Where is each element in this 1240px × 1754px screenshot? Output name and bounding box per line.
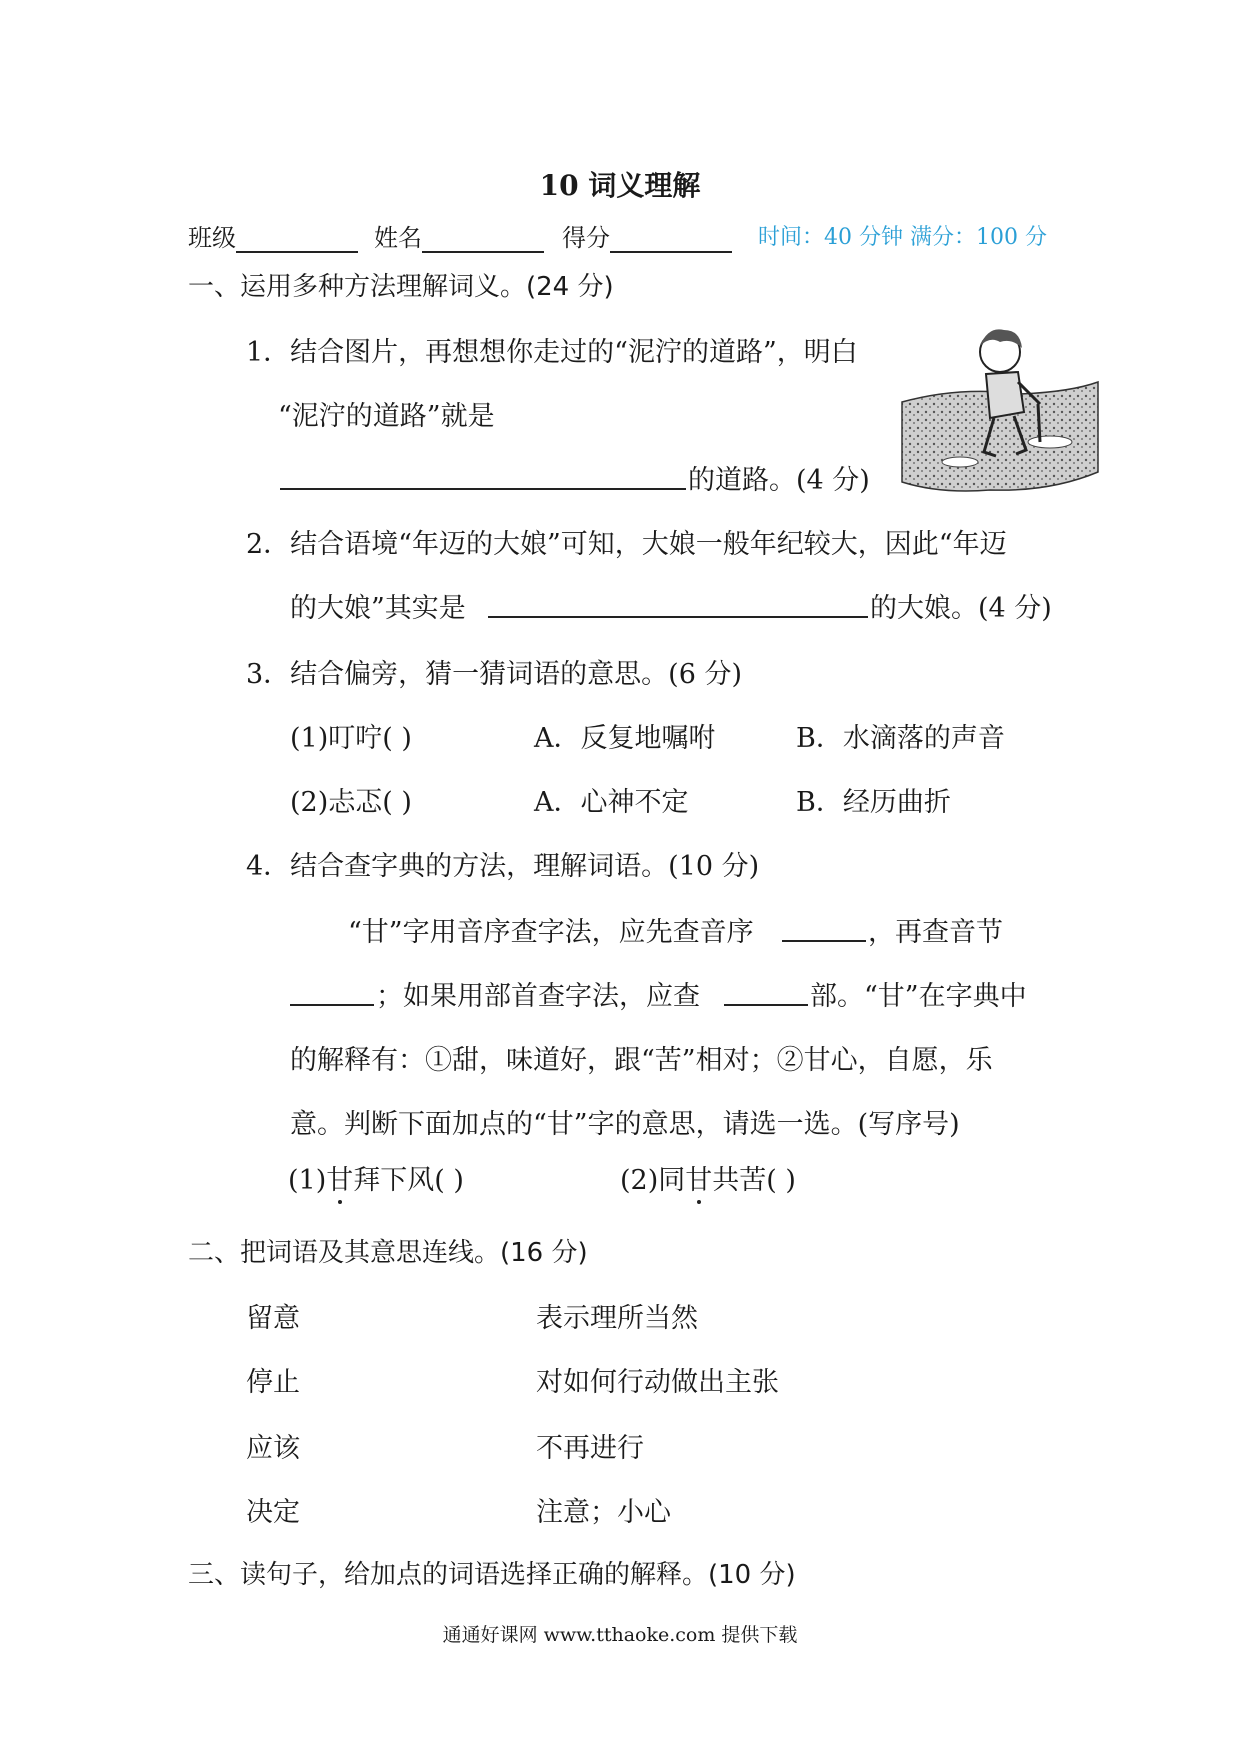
q3-item2-option-b[interactable]: B．经历曲折 [796,787,951,818]
q4-option1[interactable] [288,1158,464,1197]
q4-blank-initial[interactable] [782,940,866,942]
section1-heading: 一、运用多种方法理解词义。(24 分) [188,272,614,302]
section2-heading: 二、把词语及其意思连线。(16 分) [188,1238,588,1268]
q4-p1-a: “甘”字用音序查字法，应先查音序 [348,917,754,948]
q3-item1-word[interactable]: (1)叮咛( ) [290,723,412,754]
q4-option2-pre: (2)同 [620,1165,686,1196]
q4-p1-b: ，再查音节 [868,917,1003,948]
q3-stem: 3．结合偏旁，猜一猜词语的意思。(6 分) [246,659,743,690]
match-right-item[interactable]: 不再进行 [536,1433,644,1464]
score-field[interactable] [562,218,732,253]
q1-line1: 1．结合图片，再想想你走过的“泥泞的道路”，明白 [246,337,858,368]
q3-item1-option-b[interactable]: B．水滴落的声音 [796,723,1005,754]
q3-item2-option-a[interactable]: A．心神不定 [534,787,689,818]
q4-option2-post: 共苦( ) [712,1165,796,1196]
match-left-item[interactable]: 应该 [246,1433,300,1464]
muddy-road-illustration [900,322,1100,508]
q4-p4: 意。判断下面加点的“甘”字的意思，请选一选。(写序号) [290,1109,960,1140]
q4-p2-b: 部。“甘”在字典中 [810,981,1027,1012]
q4-option1-pre: (1) [288,1165,327,1196]
name-label: 姓名 [374,224,422,252]
q3-item2-word[interactable]: (2)忐忑( ) [290,787,412,818]
section3-heading: 三、读句子，给加点的词语选择正确的解释。(10 分) [188,1560,796,1590]
footer-credit: 通通好课网 www.tthaoke.com 提供下载 [442,1624,798,1646]
score-label: 得分 [562,224,610,252]
q2-line1: 2．结合语境“年迈的大娘”可知，大娘一般年纪较大，因此“年迈 [246,529,1007,560]
q1-line3-suffix: 的道路。(4 分) [688,465,870,496]
time-info: 时间：40 分钟 满分：100 分 [758,225,1047,250]
match-right-item[interactable]: 表示理所当然 [536,1303,698,1334]
match-left-item[interactable]: 停止 [246,1367,300,1398]
match-left-item[interactable]: 留意 [246,1303,300,1334]
class-label: 班级 [188,224,236,252]
q4-option1-post: 拜下风( ) [353,1165,464,1196]
q4-p2-a: ；如果用部首查字法，应查 [376,981,700,1012]
q4-option2-dotted-char: 甘 [685,1165,713,1196]
q4-stem: 4．结合查字典的方法，理解词语。(10 分) [246,851,760,882]
match-right-item[interactable]: 对如何行动做出主张 [536,1367,779,1398]
page-title: 10 词义理解 [539,169,701,202]
q1-line2: “泥泞的道路”就是 [278,401,495,432]
name-field[interactable] [374,218,544,253]
q4-blank-radical[interactable] [724,1004,808,1006]
q3-item1-option-a[interactable]: A．反复地嘱咐 [534,723,716,754]
match-right-item[interactable]: 注意；小心 [536,1497,671,1528]
q4-blank-syllable[interactable] [290,1004,374,1006]
score-blank[interactable] [610,227,732,253]
q4-option2[interactable] [620,1158,796,1197]
q2-answer-blank[interactable] [488,616,868,618]
q4-p3: 的解释有：①甜，味道好，跟“苦”相对；②甘心，自愿，乐 [290,1045,993,1076]
class-field[interactable] [188,218,358,253]
q2-line2-suffix: 的大娘。(4 分) [870,593,1052,624]
q4-option1-dotted-char: 甘 [326,1165,354,1196]
q2-line2-prefix: 的大娘”其实是 [290,593,466,624]
match-left-item[interactable]: 决定 [246,1497,300,1528]
q1-answer-blank[interactable] [280,488,686,490]
class-blank[interactable] [236,227,358,253]
name-blank[interactable] [422,227,544,253]
